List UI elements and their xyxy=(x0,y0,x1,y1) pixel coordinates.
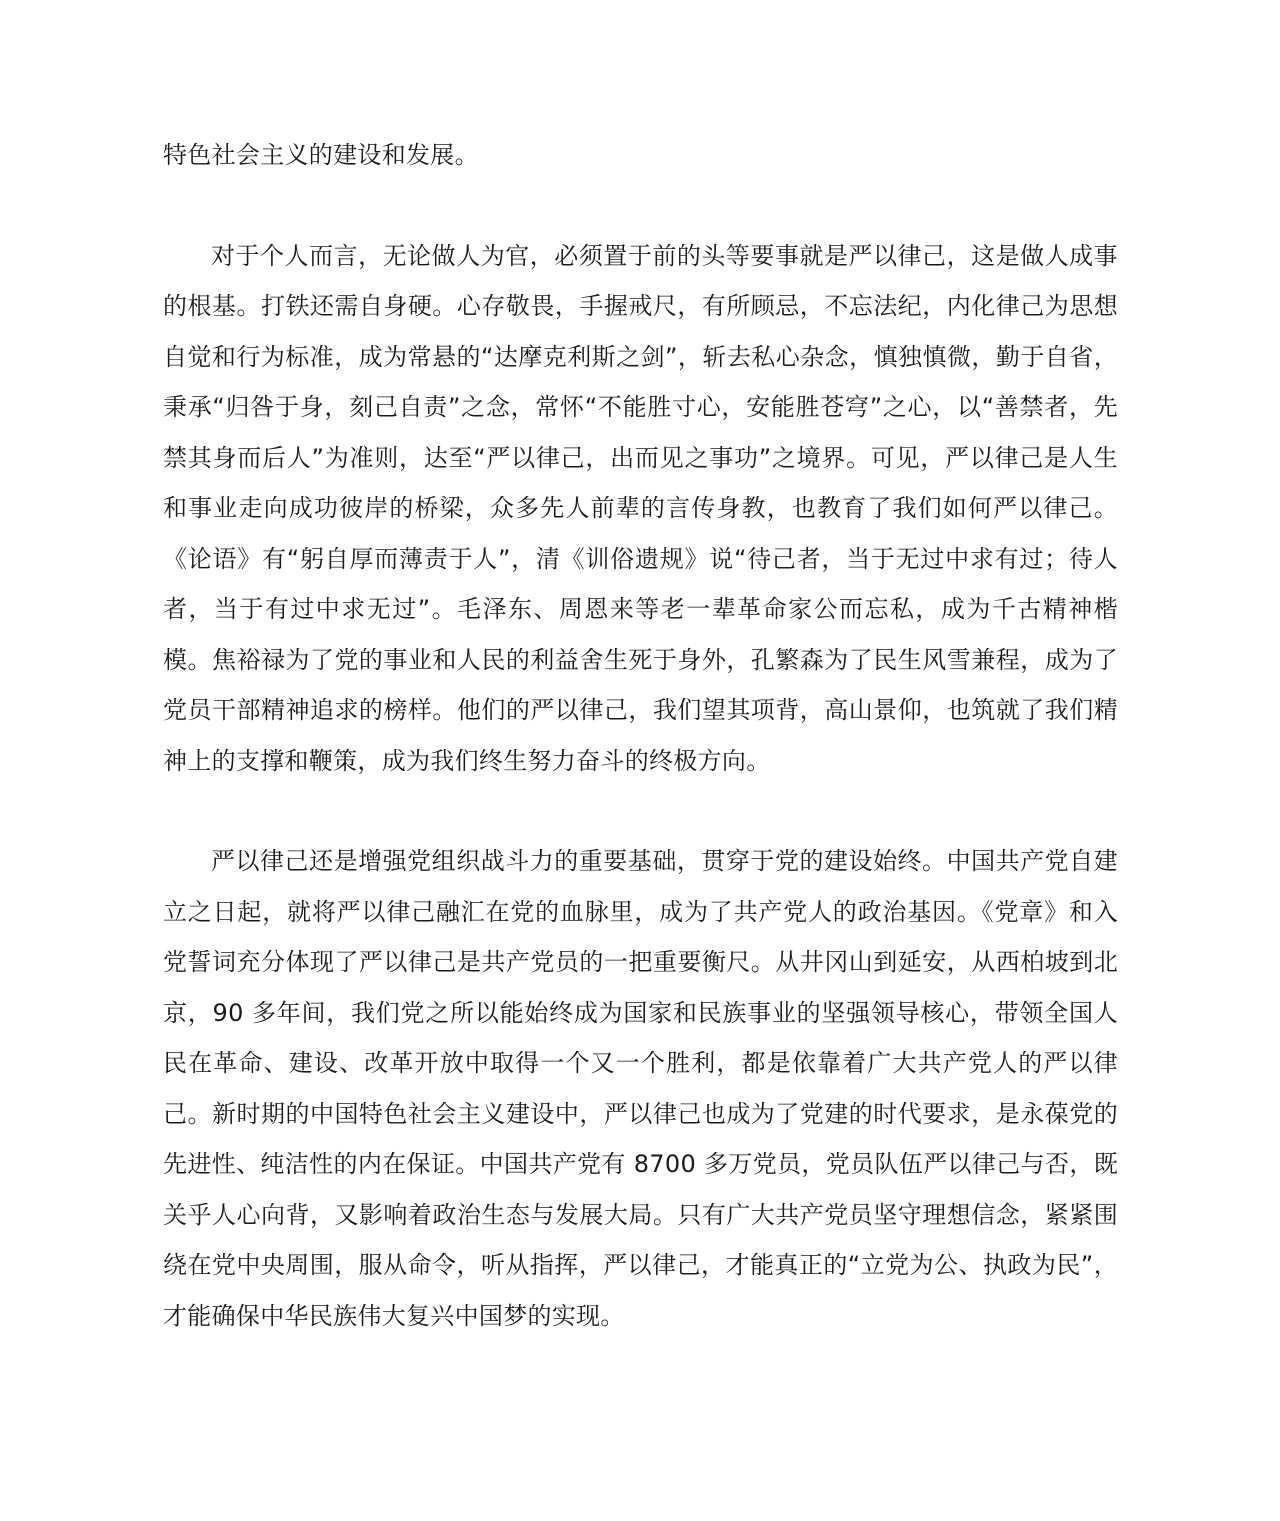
paragraph-continuation: 特色社会主义的建设和发展。 xyxy=(163,141,479,169)
document-body xyxy=(163,130,1118,1341)
paragraph-self-discipline-individual: 对于个人而言，无论做人为官，必须置于前的头等要事就是严以律己，这是做人成事的根基。打铁还需自身硬。心存敬畏，手握戒尺，有所顾忌，不忘法纪，内化律己为思想自觉和行为标准，成为常悬的“达摩克利斯之剑”，斩去私心杂念，慎独慎微，勤于自省，秉承“归咎于身，刻己自责”之念，常怀“不能胜寸心，安能胜苍穹”之心，以“善禁者，先禁其身而后人”为准则，达至“严以律己，出而见之事功”之境界。可见，严以律己是人生和事业走向成功彼岸的桥梁，众多先人前辈的言传身教，也教育了我们如何严以律己。《论语》有“躬自厚而薄责于人”，清《训俗遗规》说“待己者，当于无过中求有过；待人者，当于有过中求无过”。毛泽东、周恩来等老一辈革命家公而忘私，成为千古精神楷模。焦裕禄为了党的事业和人民的利益舍生死于身外，孔繁森为了民生风雪兼程，成为了党员干部精神追求的榜样。他们的严以律己，我们望其项背，高山景仰，也筑就了我们精神上的支撑和鞭策，成为我们终生努力奋斗的终极方向。 xyxy=(163,241,1118,775)
paragraph-gap xyxy=(163,786,1118,836)
paragraph-self-discipline-party: 严以律己还是增强党组织战斗力的重要基础，贯穿于党的建设始终。中国共产党自建立之日起，就将严以律己融汇在党的血脉里，成为了共产党人的政治基因。《党章》和入党誓词充分体现了严以律己是共产党员的一把重要衡尺。从井冈山到延安，从西柏坡到北京，90 多年间，我们党之所以能始终成为国家和民族事业的坚强领导核心，带领全国人民在革命、建设、改革开放中取得一个又一个胜利，都是依靠着广大共产党人的严以律己。新时期的中国特色社会主义建设中，严以律己也成为了党建的时代要求，是永葆党的先进性、纯洁性的内在保证。中国共产党有 8700 多万党员，党员队伍严以律己与否，既关乎人心向背，又影响着政治生态与发展大局。只有广大共产党员坚守理想信念，紧紧围绕在党中央周围，服从命令，听从指挥，严以律己，才能真正的“立党为公、执政为民”，才能确保中华民族伟大复兴中国梦的实现。 xyxy=(163,847,1118,1330)
paragraph-gap xyxy=(163,181,1118,231)
